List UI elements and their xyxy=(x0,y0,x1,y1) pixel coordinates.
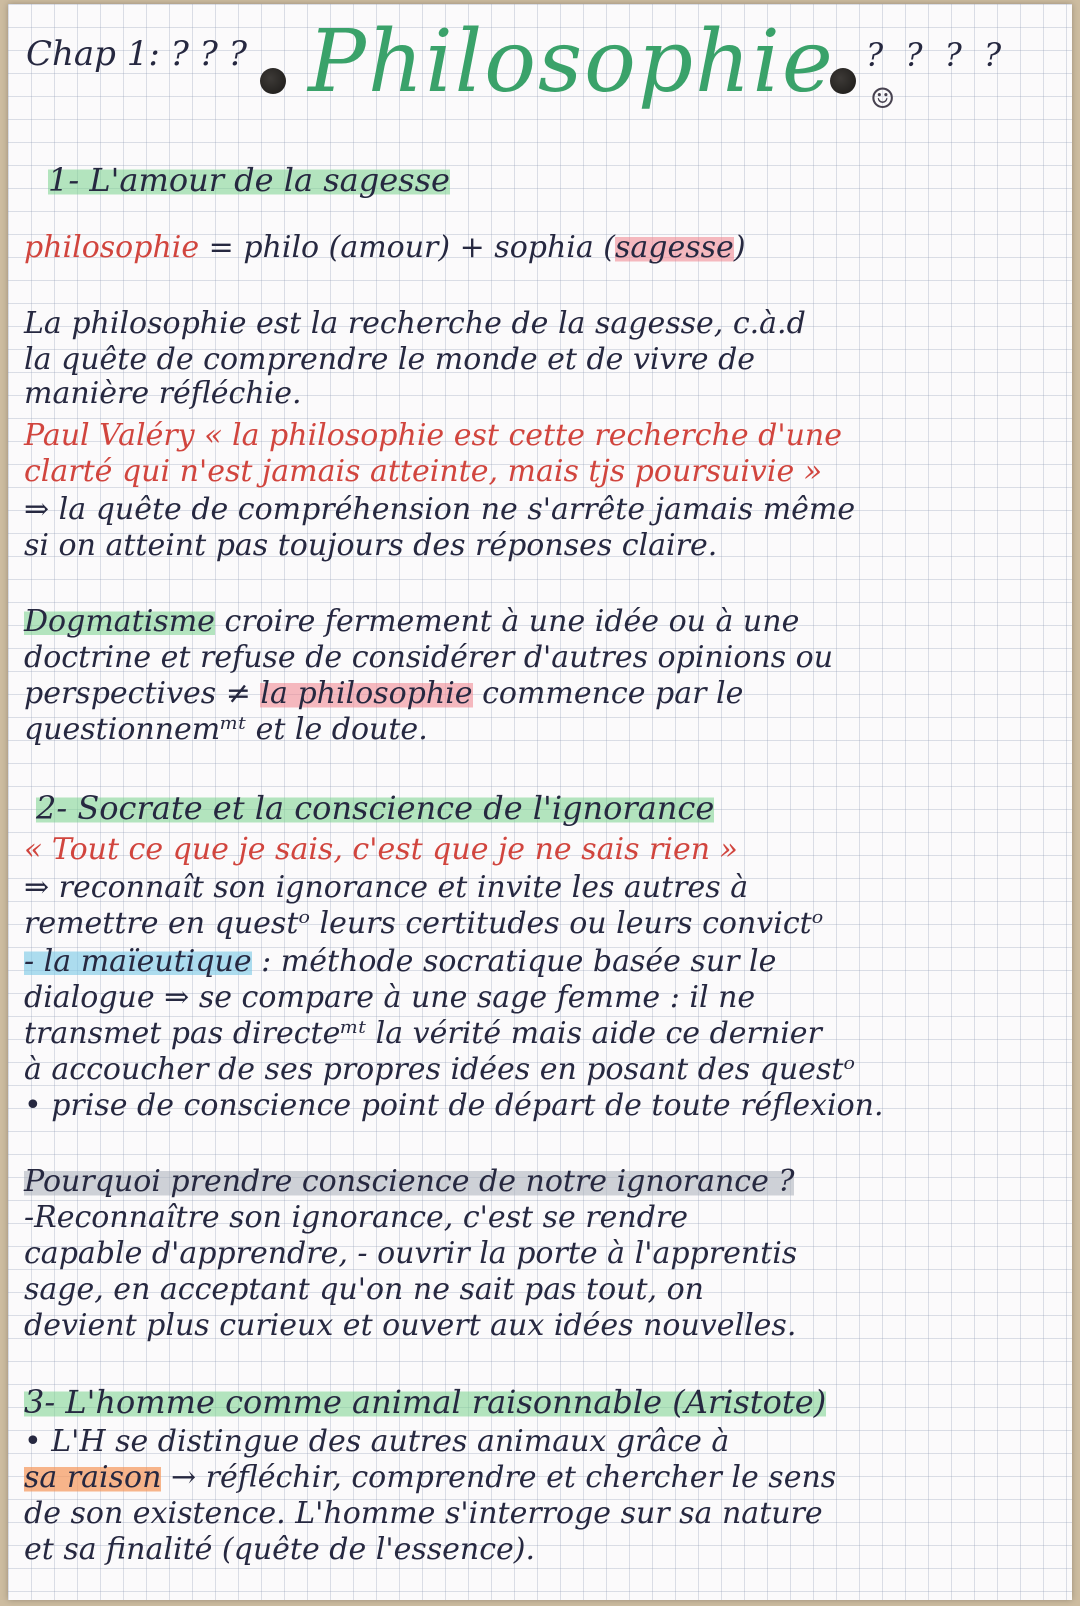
maieutique-line-2: dialogue ⇒ se compare à une sage femme : il ne xyxy=(24,980,756,1015)
maieutique-line-3: transmet pas directeᵐᵗ la vérité mais aide ce dernier xyxy=(24,1016,822,1051)
page-title: Philosophie xyxy=(308,12,835,112)
socrate-line-1: ⇒ reconnaît son ignorance et invite les autres à xyxy=(24,870,749,905)
definition-line-3: manière réfléchie. xyxy=(24,376,302,411)
maieutique-line-1 xyxy=(24,944,776,980)
maieutique-term: - la maïeutique xyxy=(24,944,252,979)
section1-heading-text: 1- L'amour de la sagesse xyxy=(48,161,450,199)
dogmatisme-term: Dogmatisme xyxy=(24,604,215,639)
etymology-middle: = philo (amour) + sophia ( xyxy=(199,230,616,265)
consequence-line-1: ⇒ la quête de compréhension ne s'arrête jamais même xyxy=(24,492,856,527)
why-line-4: devient plus curieux et ouvert aux idées nouvelles. xyxy=(24,1308,797,1343)
etymology-highlight: sagesse xyxy=(615,230,734,265)
section3-heading-text: 3- L'homme comme animal raisonnable (Aristote) xyxy=(24,1383,827,1421)
section3-line-2 xyxy=(24,1460,836,1496)
socrate-line-2: remettre en questᵒ leurs certitudes ou leurs convictᵒ xyxy=(24,906,824,941)
dogmatisme-line-3 xyxy=(24,676,743,712)
quote-line-2: clarté qui n'est jamais atteinte, mais tjs poursuivie » xyxy=(24,454,823,489)
maieutique-line-5: • prise de conscience point de départ de toute réflexion. xyxy=(24,1088,884,1123)
dogmatisme-line-2: doctrine et refuse de considérer d'autres opinions ou xyxy=(24,640,834,675)
section3-line-1: • L'H se distingue des autres animaux grâce à xyxy=(24,1424,730,1459)
section2-heading-text: 2- Socrate et la conscience de l'ignorance xyxy=(36,789,715,827)
chapter-label: Chap 1: ? ? ? xyxy=(26,34,247,74)
doodle-icon: ☺ xyxy=(870,82,896,115)
definition-line-1: La philosophie est la recherche de la sagesse, c.à.d xyxy=(24,306,806,341)
dogmatisme-line3-end: commence par le xyxy=(472,676,744,711)
etymology-word: philosophie xyxy=(24,230,200,265)
why-question-line xyxy=(24,1164,794,1200)
why-line-3: sage, en acceptant qu'on ne sait pas tout, on xyxy=(24,1272,704,1307)
section3-line2-rest: → réfléchir, comprendre et chercher le sens xyxy=(161,1460,837,1495)
question-marks: ? ? ? ? xyxy=(866,36,1008,74)
dogmatisme-line3-highlight: la philosophie xyxy=(260,676,473,711)
socrate-quote: « Tout ce que je sais, c'est que je ne sais rien » xyxy=(24,832,738,867)
dogmatisme-line3-start: perspectives ≠ xyxy=(24,676,261,711)
definition-line-2: la quête de comprendre le monde et de vivre de xyxy=(24,342,756,377)
why-line-2: capable d'apprendre, - ouvrir la porte à l'apprentis xyxy=(24,1236,798,1271)
maieutique-line1-rest: : méthode socratique basée sur le xyxy=(251,944,777,979)
dogmatisme-line-4: questionnemᵐᵗ et le doute. xyxy=(24,712,428,747)
dogmatisme-line-1 xyxy=(24,604,799,640)
dogmatisme-line1-rest: croire fermement à une idée ou à une xyxy=(214,604,800,639)
quote-line-1: Paul Valéry « la philosophie est cette recherche d'une xyxy=(24,418,842,453)
maieutique-line-4: à accoucher de ses propres idées en posant des questᵒ xyxy=(24,1052,855,1087)
binder-hole-left xyxy=(260,68,286,94)
why-line-1: -Reconnaître son ignorance, c'est se rendre xyxy=(24,1200,689,1235)
consequence-line-2: si on atteint pas toujours des réponses claire. xyxy=(24,528,718,563)
notebook-page xyxy=(8,4,1072,1600)
section3-heading xyxy=(24,1384,826,1420)
reason-highlight: sa raison xyxy=(24,1460,162,1495)
section3-line-4: et sa finalité (quête de l'essence). xyxy=(24,1532,535,1567)
etymology-end: ) xyxy=(733,230,746,265)
why-question: Pourquoi prendre conscience de notre ignorance ? xyxy=(24,1164,795,1199)
etymology-line xyxy=(24,230,746,266)
section1-heading xyxy=(48,162,450,198)
section2-heading xyxy=(36,790,714,826)
section3-line-3: de son existence. L'homme s'interroge sur sa nature xyxy=(24,1496,823,1531)
